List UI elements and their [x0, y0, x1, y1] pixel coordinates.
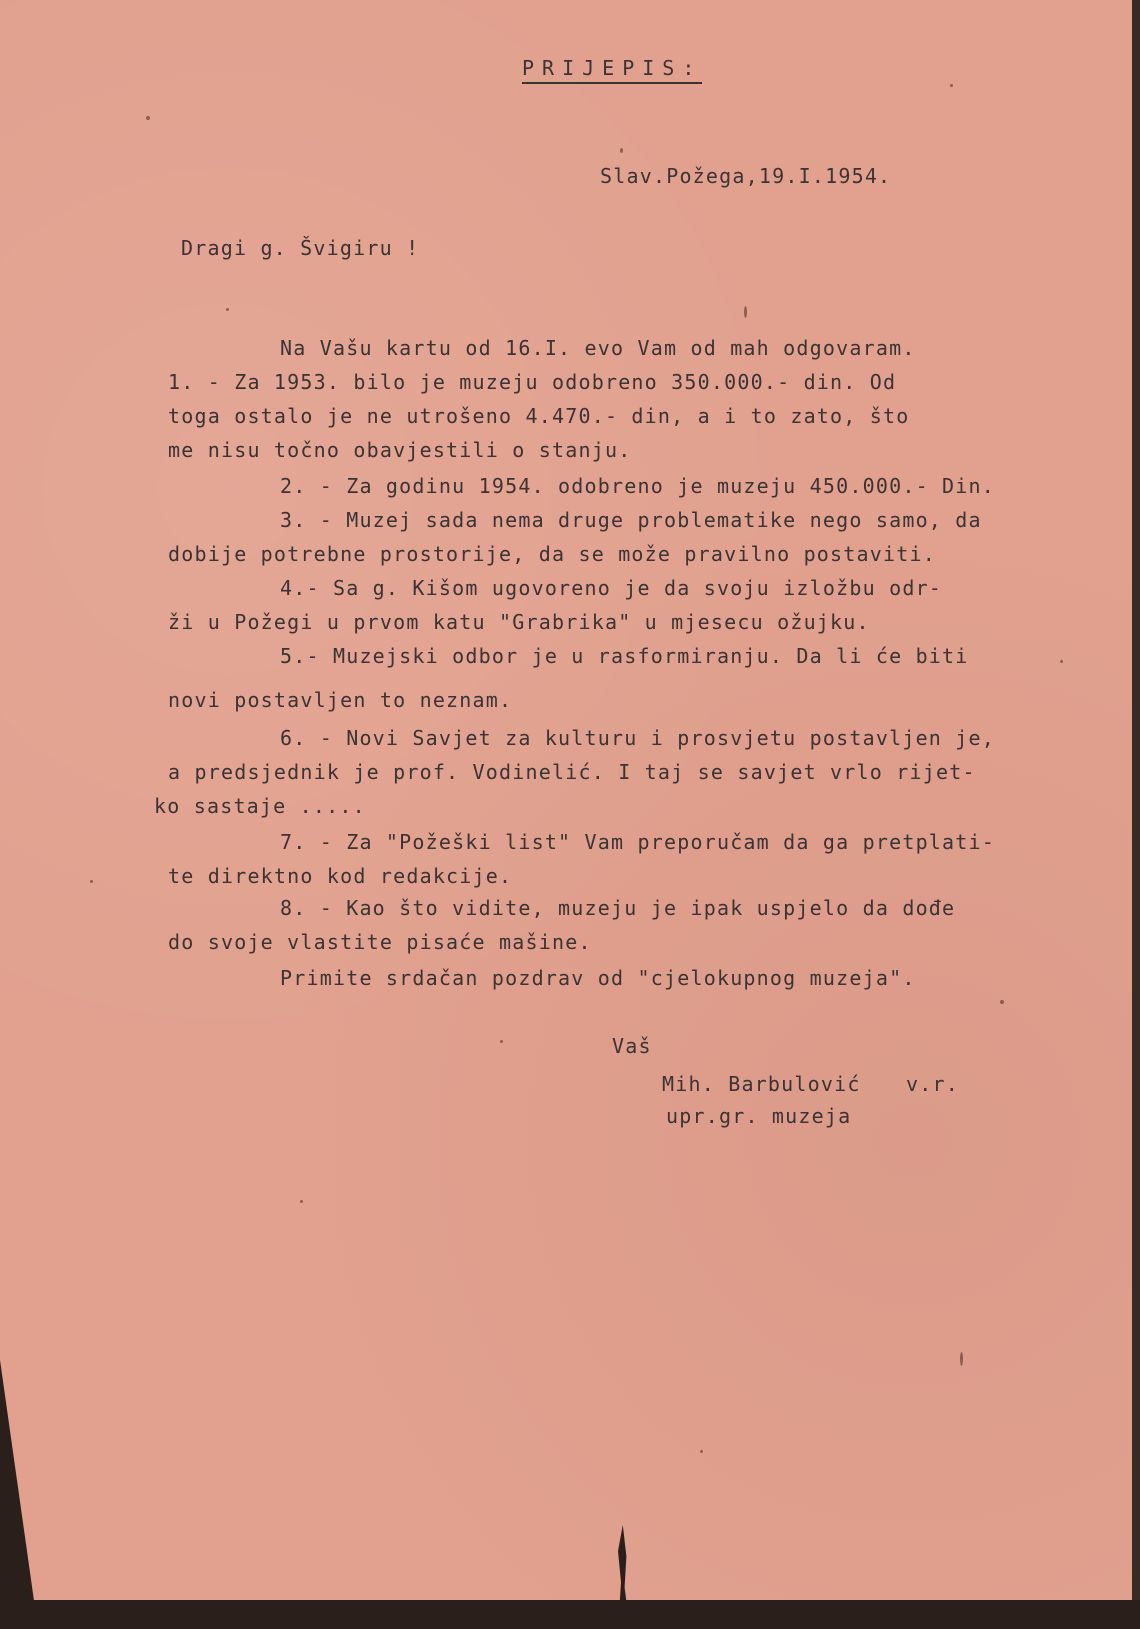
place-date: Slav.Požega,19.I.1954.: [600, 164, 892, 188]
scan-edge-bottom: [0, 1600, 1140, 1629]
document-heading: PRIJEPIS:: [522, 56, 702, 84]
paper-speck: [300, 1200, 303, 1203]
letter-line: 5.- Muzejski odbor je u rasformiranju. Da li će biti: [280, 644, 969, 668]
paper-speck: [950, 84, 953, 87]
letter-line: 8. - Kao što vidite, muzeju je ipak uspjelo da dođe: [280, 896, 956, 920]
letter-line: do svoje vlastite pisaće mašine.: [168, 930, 592, 954]
letter-line: 1. - Za 1953. bilo je muzeju odobreno 350.000.- din. Od: [168, 370, 897, 394]
letter-line: a predsjednik je prof. Vodinelić. I taj se savjet vrlo rijet-: [168, 760, 976, 784]
paper-speck: [90, 880, 93, 883]
paper-speck: [226, 308, 229, 311]
signature-name: Mih. Barbulović: [662, 1072, 861, 1096]
letter-line: 3. - Muzej sada nema druge problematike nego samo, da: [280, 508, 982, 532]
paper-speck: [700, 1450, 703, 1453]
letter-line: Na Vašu kartu od 16.I. evo Vam od mah odgovaram.: [280, 336, 916, 360]
letter-line: toga ostalo je ne utrošeno 4.470.- din, a i to zato, što: [168, 404, 910, 428]
letter-line: me nisu točno obavjestili o stanju.: [168, 438, 632, 462]
closing: Vaš: [612, 1034, 652, 1058]
letter-line: Primite srdačan pozdrav od "cjelokupnog muzeja".: [280, 966, 916, 990]
letter-line: 7. - Za "Požeški list" Vam preporučam da ga pretplati-: [280, 830, 996, 854]
paper-speck: [500, 1040, 503, 1043]
scan-edge-right: [1132, 0, 1140, 1629]
letter-line: 6. - Novi Savjet za kulturu i prosvjetu postavljen je,: [280, 726, 996, 750]
paper-speck: [1060, 660, 1063, 663]
scan-edge-left: [0, 1360, 38, 1629]
salutation: Dragi g. Švigiru !: [181, 236, 420, 260]
letter-line: te direktno kod redakcije.: [168, 864, 513, 888]
paper-speck: [620, 148, 623, 153]
signature-title: upr.gr. muzeja: [666, 1104, 852, 1128]
paper-speck: [960, 1352, 963, 1366]
letter-line: 4.- Sa g. Kišom ugovoreno je da svoju izložbu odr-: [280, 576, 943, 600]
letter-line: ži u Požegi u prvom katu "Grabrika" u mjesecu ožujku.: [168, 610, 870, 634]
paper-speck: [146, 116, 150, 120]
letter-line: novi postavljen to neznam.: [168, 688, 513, 712]
paper-speck: [1000, 1000, 1004, 1004]
signature-mark: v.r.: [906, 1072, 959, 1096]
letter-line: ko sastaje .....: [154, 794, 366, 818]
letter-line: dobije potrebne prostorije, da se može pravilno postaviti.: [168, 542, 936, 566]
letter-line: 2. - Za godinu 1954. odobreno je muzeju 450.000.- Din.: [280, 474, 996, 498]
paper-speck: [744, 306, 747, 318]
